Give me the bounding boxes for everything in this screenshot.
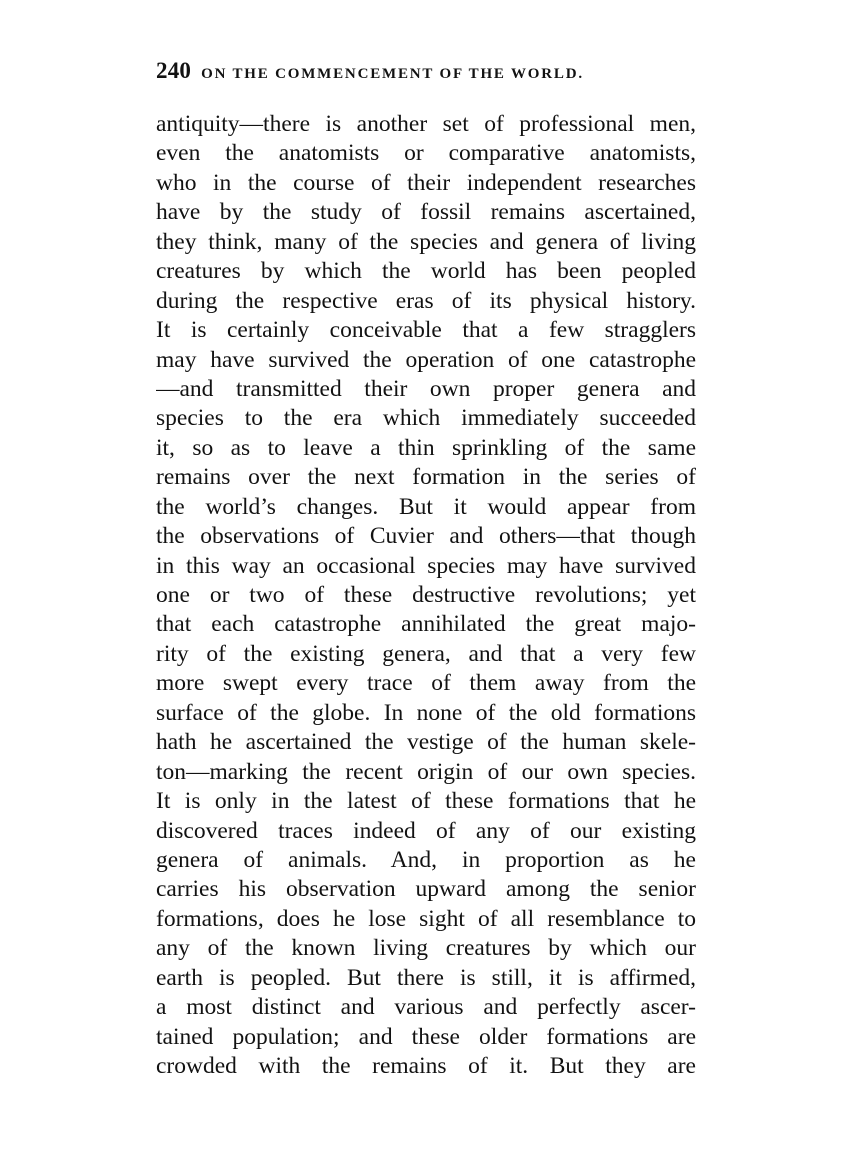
text-line: genera of animals. And, in proportion as he (156, 846, 696, 873)
text-line: it, so as to leave a thin sprinkling of the same (156, 434, 696, 461)
text-line: remains over the next formation in the series of (156, 464, 696, 491)
text-line: formations, does he lose sight of all resemblance to (156, 905, 696, 932)
text-line: species to the era which immediately succeeded (156, 405, 696, 432)
text-line: have by the study of fossil remains ascertained, (156, 199, 696, 226)
text-line: earth is peopled. But there is still, it is affirmed, (156, 964, 696, 991)
text-line: surface of the globe. In none of the old formations (156, 699, 696, 726)
page-number: 240 (156, 58, 192, 83)
text-line: that each catastrophe annihilated the great majo- (156, 611, 696, 638)
text-line: more swept every trace of them away from the (156, 670, 696, 697)
text-line: creatures by which the world has been peopled (156, 258, 696, 285)
text-line: they think, many of the species and genera of living (156, 228, 696, 255)
text-line: discovered traces indeed of any of our existing (156, 817, 696, 844)
running-head (156, 58, 696, 92)
text-line: crowded with the remains of it. But they are (156, 1053, 696, 1079)
text-line: hath he ascertained the vestige of the human skele- (156, 729, 696, 756)
text-line: who in the course of their independent researches (156, 169, 696, 196)
running-title: ON THE COMMENCEMENT OF THE WORLD. (201, 66, 584, 82)
text-line: rity of the existing genera, and that a very few (156, 640, 696, 667)
text-line: the world’s changes. But it would appear from (156, 493, 696, 520)
text-line: a most distinct and various and perfectly ascer- (156, 994, 696, 1021)
text-line: any of the known living creatures by which our (156, 935, 696, 962)
text-line: —and transmitted their own proper genera and (156, 375, 696, 402)
text-line: ton—marking the recent origin of our own species. (156, 758, 696, 785)
body-text (156, 110, 696, 1081)
text-line: the observations of Cuvier and others—that though (156, 523, 696, 550)
text-line: even the anatomists or comparative anatomists, (156, 140, 696, 167)
text-line: It is certainly conceivable that a few stragglers (156, 317, 696, 344)
text-line: carries his observation upward among the senior (156, 876, 696, 903)
text-line: tained population; and these older formations are (156, 1023, 696, 1050)
text-line: during the respective eras of its physical history. (156, 287, 696, 314)
text-line: in this way an occasional species may have survived (156, 552, 696, 579)
text-line: antiquity—there is another set of professional men, (156, 111, 696, 137)
text-line: one or two of these destructive revolutions; yet (156, 582, 696, 608)
text-line: It is only in the latest of these formations that he (156, 788, 696, 815)
text-line: may have survived the operation of one catastrophe (156, 346, 696, 373)
